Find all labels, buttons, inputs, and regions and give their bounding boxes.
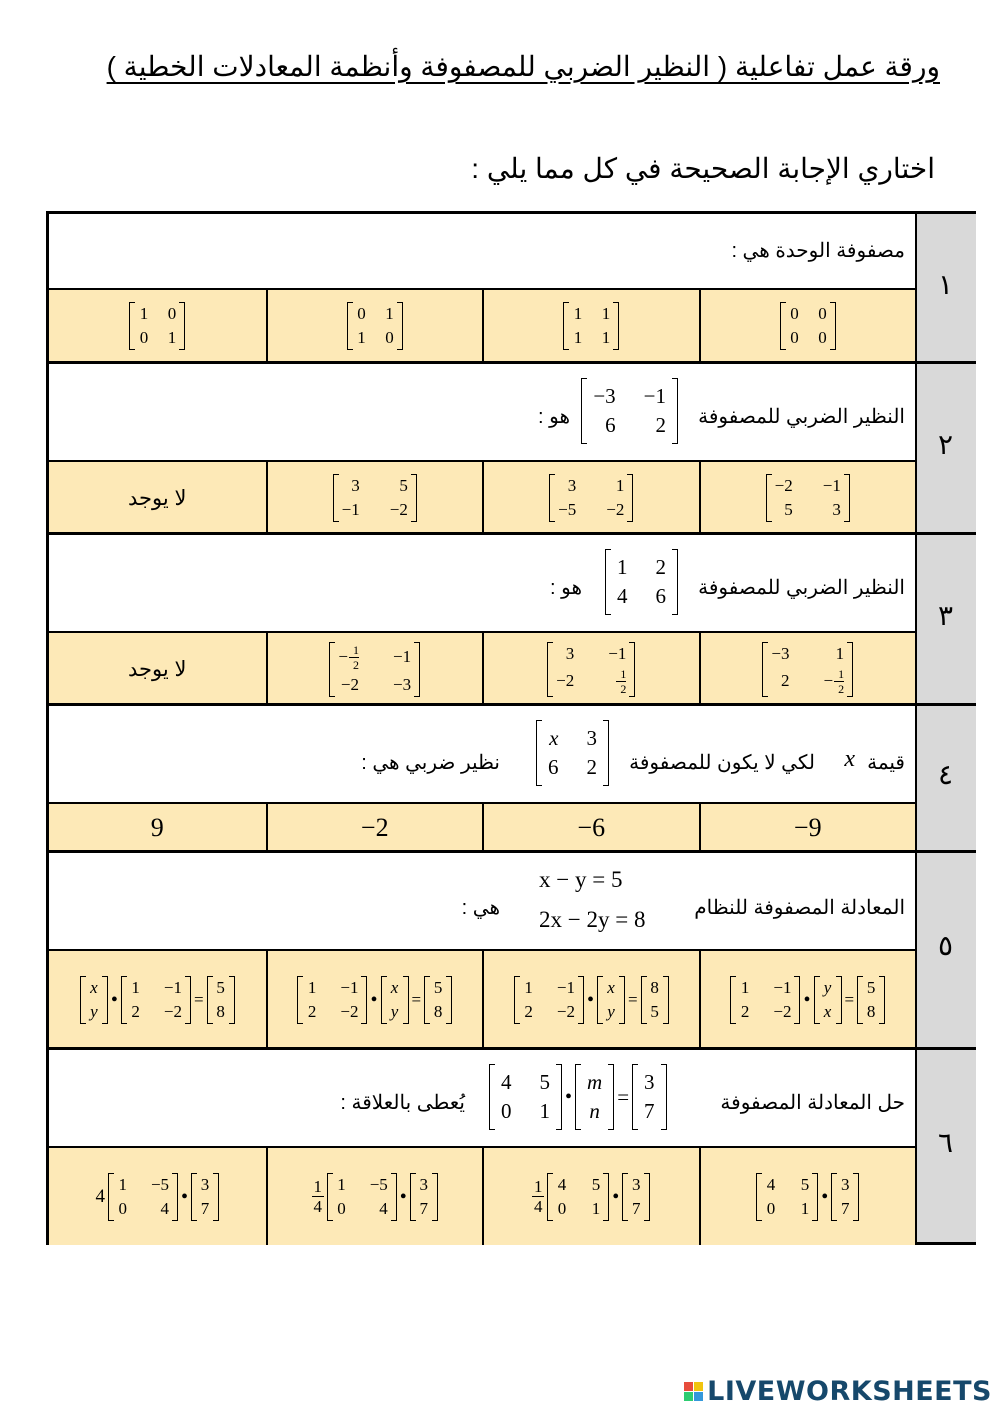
scalar-fraction: $\frac{1}{4}$ [533, 1177, 543, 1216]
question-5-text: المعادلة المصفوفة للنظام [694, 897, 905, 919]
question-1-option-2[interactable] [482, 290, 699, 362]
question-3-prompt [49, 535, 915, 631]
logo-icon [684, 1382, 703, 1401]
question-4 [49, 706, 976, 852]
question-6-option-3[interactable] [266, 1148, 483, 1245]
question-3-number: ٣ [937, 599, 954, 632]
option-matrix: 3 1 −5 −2 [549, 474, 633, 522]
question-4-number: ٤ [937, 758, 954, 791]
question-5 [49, 853, 976, 1048]
option-matrix: 0 0 0 0 [780, 302, 836, 350]
option-value: 9 [150, 813, 164, 842]
question-1-option-4[interactable] [49, 290, 266, 362]
question-2-text: النظير الضربي للمصفوفة [698, 406, 905, 428]
question-1-options [49, 288, 915, 362]
scalar-value: 4 [95, 1185, 105, 1207]
worksheet-title: ورقة عمل تفاعلية ( النظير الضربي للمصفوفة وأنظمة المعادلات الخطية ) [106, 51, 940, 82]
option-matrix: 1 1 1 1 [563, 302, 619, 350]
questions-table [46, 211, 976, 1245]
fraction: $\frac{1}{2}$ [349, 644, 359, 671]
matrix-equation: 1 −1 2 −2 • y x = 5 8 [730, 976, 885, 1024]
option-matrix: −3 1 2 − $\frac{1}{2}$ [762, 642, 853, 697]
question-4-text-before: قيمة [867, 752, 905, 774]
question-6-prompt [49, 1050, 915, 1146]
matrix-equation: 1 −1 2 −2 • x y = 8 5 [514, 976, 669, 1024]
question-2-prompt [49, 364, 915, 460]
option-matrix: −2 −1 5 3 [766, 474, 850, 522]
question-4-text-middle: لكي لا يكون للمصفوفة [629, 752, 815, 774]
scalar-fraction: $\frac{1}{4}$ [313, 1177, 322, 1216]
question-3 [49, 535, 976, 705]
solution-expression: $\frac{1}{4}$ 4 5 0 1 • 3 7 [532, 1173, 650, 1221]
solution-expression: 4 1 −5 0 4 • 3 7 [95, 1173, 219, 1221]
question-4-variable: x [844, 746, 855, 772]
question-5-option-4[interactable] [49, 951, 266, 1048]
question-6-text: حل المعادلة المصفوفة [720, 1092, 905, 1114]
option-matrix: 3 −1 −2 $\frac{1}{2}$ [547, 642, 635, 697]
question-6 [49, 1050, 976, 1245]
question-6-options [49, 1146, 915, 1245]
question-1-option-3[interactable] [266, 290, 483, 362]
question-6-option-1[interactable] [699, 1148, 916, 1245]
question-3-options [49, 631, 915, 705]
option-matrix: 3 5 −1 −2 [333, 474, 417, 522]
question-1-prompt [49, 214, 915, 288]
solution-expression: $\frac{1}{4}$ 1 −5 0 4 • 3 7 [312, 1173, 438, 1221]
question-2 [49, 364, 976, 534]
question-2-options [49, 460, 915, 534]
question-5-prompt [49, 853, 915, 949]
matrix-equation: 1 −1 2 −2 • x y = 5 8 [297, 976, 452, 1024]
question-3-option-3[interactable] [266, 633, 483, 705]
question-2-number: ٢ [937, 428, 954, 461]
question-4-option-1[interactable] [699, 804, 916, 852]
option-value: −6 [577, 813, 606, 842]
question-5-equation-2: 2x − 2y = 8 [539, 907, 646, 932]
question-1-number: ١ [937, 268, 954, 301]
matrix-equation: x y • 1 −1 2 −2 = 5 8 [80, 976, 235, 1024]
solution-expression: 4 5 0 1 • 3 7 [756, 1173, 859, 1221]
question-6-number: ٦ [937, 1126, 954, 1159]
question-2-option-3[interactable] [266, 462, 483, 534]
question-4-options [49, 802, 915, 852]
question-2-option-4[interactable] [49, 462, 266, 534]
question-6-equation: 4 5 0 1 • m n = 3 7 [489, 1064, 667, 1130]
question-1 [49, 214, 976, 362]
fraction: $\frac{1}{2}$ [834, 668, 844, 695]
question-5-number: ٥ [937, 929, 954, 962]
question-3-matrix: 1 2 4 6 [605, 549, 678, 615]
question-3-text-after: هو : [550, 577, 582, 599]
liveworksheets-logo[interactable] [684, 1376, 992, 1407]
question-2-text-after: هو : [538, 406, 570, 428]
question-2-matrix: −3 −1 6 2 [581, 378, 678, 444]
question-4-option-2[interactable] [482, 804, 699, 852]
question-5-option-3[interactable] [266, 951, 483, 1048]
instruction-text: اختاري الإجابة الصحيحة في كل مما يلي : [471, 153, 935, 184]
question-5-option-2[interactable] [482, 951, 699, 1048]
question-3-text: النظير الضربي للمصفوفة [698, 577, 905, 599]
question-5-option-1[interactable] [699, 951, 916, 1048]
question-2-option-1[interactable] [699, 462, 916, 534]
question-4-text-after: نظير ضربي هي : [361, 752, 500, 774]
logo-text: LIVEWORKSHEETS [707, 1376, 992, 1407]
question-1-text: مصفوفة الوحدة هي : [731, 240, 905, 262]
question-6-option-2[interactable] [482, 1148, 699, 1245]
question-4-option-3[interactable] [266, 804, 483, 852]
question-5-equation-1: x − y = 5 [539, 867, 623, 892]
option-none-text: لا يوجد [127, 657, 187, 681]
option-matrix: 1 0 0 1 [129, 302, 185, 350]
option-value: −9 [793, 813, 822, 842]
option-none-text: لا يوجد [127, 486, 187, 510]
question-2-option-2[interactable] [482, 462, 699, 534]
question-4-prompt [49, 706, 915, 802]
question-6-option-4[interactable] [49, 1148, 266, 1245]
question-3-option-1[interactable] [699, 633, 916, 705]
option-value: −2 [360, 813, 389, 842]
question-5-text-after: هي : [461, 897, 500, 919]
question-5-options [49, 949, 915, 1048]
question-3-option-2[interactable] [482, 633, 699, 705]
question-4-option-4[interactable] [49, 804, 266, 852]
question-6-text-after: يُعطى بالعلاقة : [340, 1092, 465, 1114]
fraction: $\frac{1}{2}$ [616, 668, 626, 695]
option-matrix: 0 1 1 0 [347, 302, 403, 350]
option-matrix: − $\frac{1}{2}$ −1 −2 −3 [329, 642, 420, 697]
question-3-option-4[interactable] [49, 633, 266, 705]
question-1-option-1[interactable] [699, 290, 916, 362]
question-4-matrix: x 3 6 2 [536, 720, 609, 786]
